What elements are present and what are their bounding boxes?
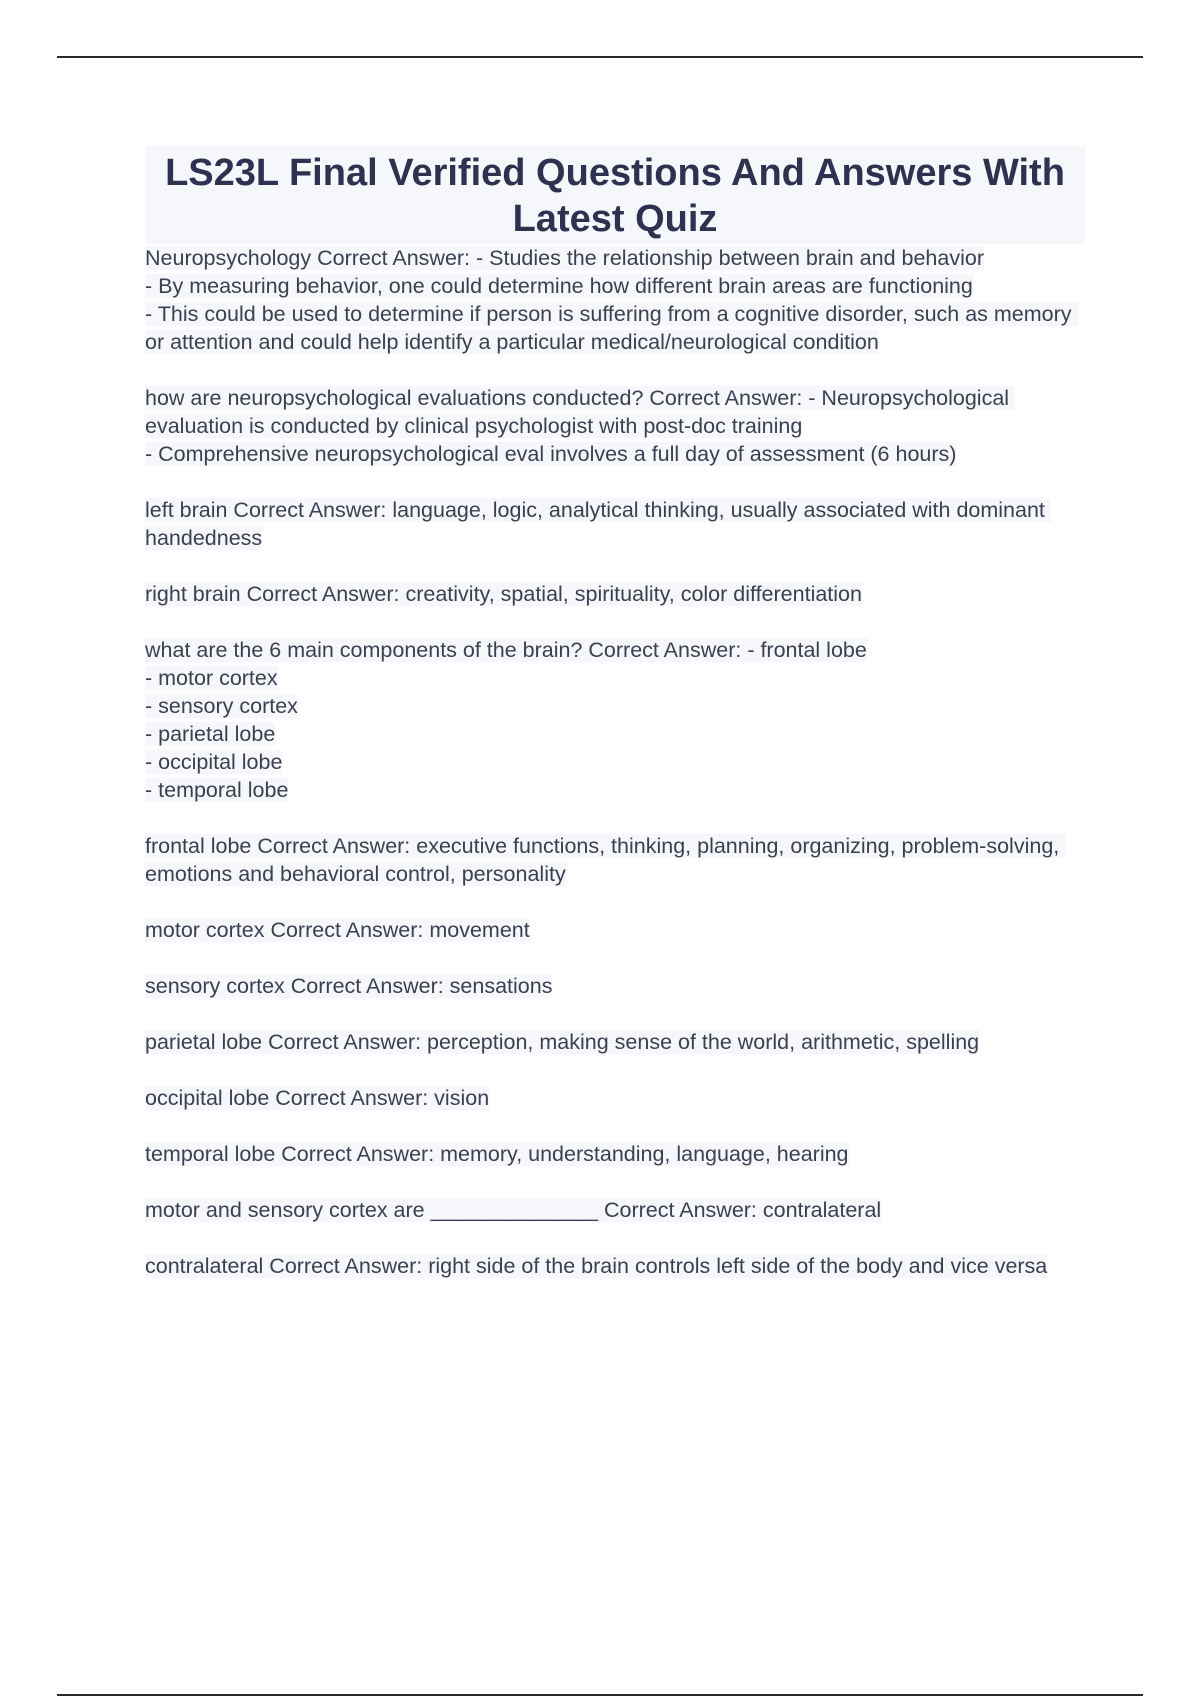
qa-list: [145, 244, 1085, 1280]
qa-entry-text: left brain Correct Answer: language, logic, analytical thinking, usually associated with dominant handedness: [145, 498, 1051, 550]
qa-entry-text: what are the 6 main components of the brain? Correct Answer: - frontal lobe - motor cortex - sensory cortex - parietal lobe - occipital lobe - temporal lobe: [145, 638, 867, 802]
qa-entry-text: right brain Correct Answer: creativity, spatial, spirituality, color differentiation: [145, 582, 862, 606]
qa-entry-text: frontal lobe Correct Answer: executive functions, thinking, planning, organizing, problem-solving, emotions and behavioral control, personality: [145, 834, 1066, 886]
qa-entry: [145, 1084, 1085, 1112]
qa-entry-text: Neuropsychology Correct Answer: - Studies the relationship between brain and behavior - By measuring behavior, one could determine how different brain areas are functioning - This could be used to determine if person is suffering from a cognitive disorder, such as memory or attention and could help identify a particular medical/neurological condition: [145, 246, 1078, 354]
qa-entry: [145, 916, 1085, 944]
qa-entry-text: motor cortex Correct Answer: movement: [145, 918, 530, 942]
bottom-rule: [57, 1694, 1143, 1696]
qa-entry: [145, 972, 1085, 1000]
qa-entry-text: contralateral Correct Answer: right side of the brain controls left side of the body and vice versa: [145, 1254, 1048, 1278]
qa-entry: [145, 636, 1085, 804]
top-rule: [57, 56, 1143, 58]
qa-entry: [145, 832, 1085, 888]
document-page: [145, 146, 1085, 1308]
qa-entry: [145, 384, 1085, 468]
qa-entry: [145, 244, 1085, 356]
page-title: LS23L Final Verified Questions And Answers With Latest Quiz: [145, 146, 1085, 244]
qa-entry-text: temporal lobe Correct Answer: memory, understanding, language, hearing: [145, 1142, 849, 1166]
qa-entry-text: sensory cortex Correct Answer: sensations: [145, 974, 553, 998]
qa-entry-text: how are neuropsychological evaluations conducted? Correct Answer: - Neuropsychological evaluation is conducted by clinical psychologist with post-doc training - Comprehensive neuropsychological eval involves a full day of assessment (6 hours): [145, 386, 1015, 466]
qa-entry: [145, 496, 1085, 552]
qa-entry-text: parietal lobe Correct Answer: perception, making sense of the world, arithmetic, spelling: [145, 1030, 980, 1054]
qa-entry: [145, 580, 1085, 608]
qa-entry: [145, 1252, 1085, 1280]
qa-entry: [145, 1028, 1085, 1056]
qa-entry: [145, 1196, 1085, 1224]
qa-entry: [145, 1140, 1085, 1168]
qa-entry-text: motor and sensory cortex are ______________ Correct Answer: contralateral: [145, 1198, 882, 1222]
qa-entry-text: occipital lobe Correct Answer: vision: [145, 1086, 490, 1110]
